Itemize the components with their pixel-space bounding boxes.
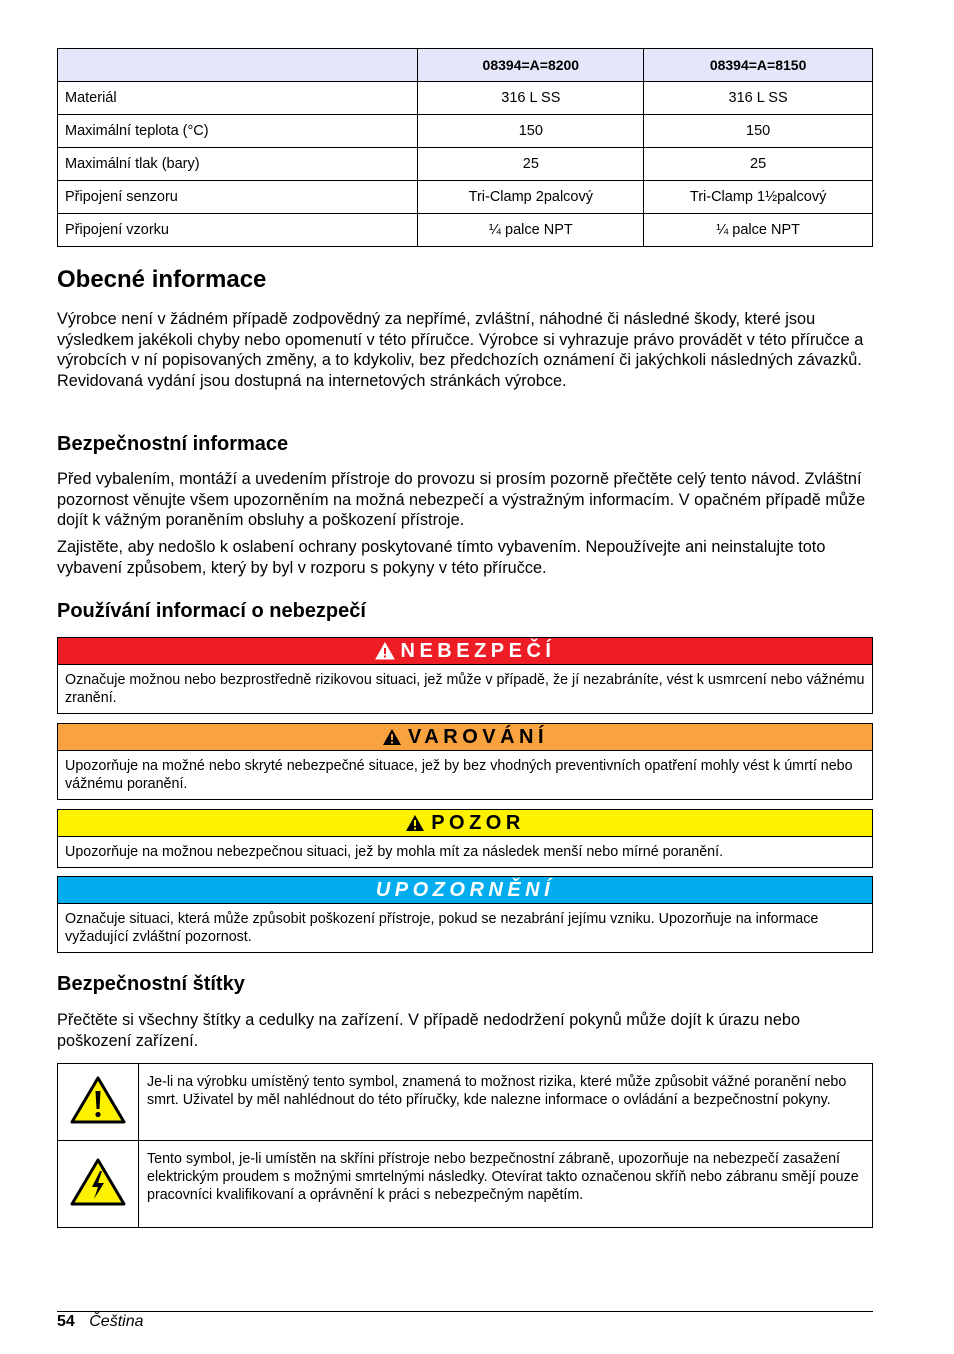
warning-triangle-icon	[69, 1075, 127, 1125]
warning-triangle-icon	[375, 642, 395, 660]
notice-header	[58, 877, 872, 904]
table-cell: Tri-Clamp 1½palcový	[644, 181, 873, 214]
table-cell: ¼ palce NPT	[644, 214, 873, 247]
footer-divider	[57, 1311, 873, 1312]
caution-box	[57, 809, 873, 868]
table-header-cell: 08394=A=8200	[418, 49, 644, 82]
table-cell	[58, 1064, 139, 1141]
table-cell: Maximální teplota (°C)	[58, 115, 418, 148]
notice-text: Označuje situaci, která může způsobit poškození přístroje, pokud se nezabrání jejímu vzniku. Upozorňuje na informace vyžadující zvláštní pozornost.	[65, 911, 819, 945]
section-title-safety: Bezpečnostní informace	[57, 433, 289, 455]
danger-header	[58, 638, 872, 665]
danger-box	[57, 637, 873, 714]
table-cell: Připojení senzoru	[58, 181, 418, 214]
page-footer	[57, 1313, 144, 1331]
warning-label: VAROVÁNÍ	[407, 725, 549, 748]
table-row	[58, 148, 873, 181]
table-cell: ¼ palce NPT	[418, 214, 644, 247]
page-number: 54	[57, 1313, 75, 1330]
section-title-labels: Bezpečnostní štítky	[57, 973, 245, 995]
warning-box	[57, 723, 873, 800]
table-cell: 316 L SS	[644, 82, 873, 115]
table-header-cell: 08394=A=8150	[644, 49, 873, 82]
spec-table	[57, 48, 873, 247]
labels-intro: Přečtěte si všechny štítky a cedulky na zařízení. V případě nedodržení pokynů může dojít k úrazu nebo poškození zařízení.	[57, 1011, 801, 1050]
table-cell	[58, 1141, 139, 1228]
notice-box	[57, 876, 873, 953]
table-row	[58, 1141, 873, 1228]
table-cell: Maximální tlak (bary)	[58, 148, 418, 181]
table-cell: 25	[418, 148, 644, 181]
table-row	[58, 214, 873, 247]
caution-label: POZOR	[431, 811, 525, 834]
table-row	[58, 115, 873, 148]
table-cell: Tri-Clamp 2palcový	[418, 181, 644, 214]
general-paragraph: Výrobce není v žádném případě zodpovědný za nepřímé, zvláštní, náhodné či následné škody, které jsou výsledkem jakékoli chyby nebo opomenutí v této příručce. Výrobce si vyhrazuje právo provádět v této příručce a výrobcích v ní popisovaných změny, a to kdykoliv, bez předchozích oznámení či jakýchkoli následných závazků. Revidovaná vydání jsou dostupná na internetových stránkách výrobce.	[57, 310, 864, 390]
warning-text: Upozorňuje na možné nebo skryté nebezpečné situace, jež by bez vhodných preventivních opatření mohly vést k úmrtí nebo vážnému poranění.	[65, 758, 853, 792]
table-cell: 25	[644, 148, 873, 181]
electric-shock-icon	[69, 1157, 127, 1207]
danger-label: NEBEZPEČÍ	[400, 639, 556, 662]
caution-text: Upozorňuje na možnou nebezpečnou situaci, jež by mohla mít za následek menší nebo mírné poranění.	[65, 844, 724, 860]
table-cell: 150	[418, 115, 644, 148]
safety-paragraph-2: Zajistěte, aby nedošlo k oslabení ochrany poskytované tímto vybavením. Nepoužívejte ani neinstalujte toto vybavení způsobem, který by byl v rozporu s pokyny v této příručce.	[57, 538, 826, 577]
safety-paragraph-1: Před vybalením, montáží a uvedením přístroje do provozu si prosím pozorně přečtěte celý tento návod. Zvláštní pozornost věnujte všem upozorněním na možná nebezpečí a výstražným informacím. V opačném případě může dojít k vážným poraněním obsluhy a poškození přístroje.	[57, 470, 866, 529]
table-row	[58, 1064, 873, 1141]
warning-triangle-icon	[405, 814, 425, 832]
table-header-row	[58, 49, 873, 82]
caution-header	[58, 810, 872, 837]
section-title-hazard-info: Používání informací o nebezpečí	[57, 600, 366, 622]
table-row	[58, 181, 873, 214]
notice-label: UPOZORNĚNÍ	[375, 878, 555, 901]
table-cell: Tento symbol, je-li umístěn na skříni přístroje nebo bezpečnostní zábraně, upozorňuje na nebezpečí zasažení elektrickým proudem s možnými smrtelnými následky. Otevírat takto označenou skříň nebo zábranu smějí pouze pracovníci kvalifikovaní a oprávnění k práci s nebezpečným napětím.	[139, 1141, 873, 1228]
table-cell: Je-li na výrobku umístěný tento symbol, znamená to možnost rizika, které může způsobit vážné poranění nebo smrt. Uživatel by měl nahlédnout do této příručky, kde nalezne informace o ovládání a bezpečnostní pokyny.	[139, 1064, 873, 1141]
table-cell: Materiál	[58, 82, 418, 115]
section-title-general: Obecné informace	[57, 266, 267, 293]
table-cell: 150	[644, 115, 873, 148]
table-row	[58, 82, 873, 115]
table-cell: Připojení vzorku	[58, 214, 418, 247]
table-header-cell	[58, 49, 418, 82]
footer-language: Čeština	[89, 1313, 144, 1330]
table-cell: 316 L SS	[418, 82, 644, 115]
danger-text: Označuje možnou nebo bezprostředně rizikovou situaci, jež může v případě, že jí nezabráníte, vést k usmrcení nebo vážnému zranění.	[65, 672, 865, 706]
labels-table	[57, 1063, 873, 1228]
warning-triangle-icon	[382, 728, 402, 746]
warning-header	[58, 724, 872, 751]
